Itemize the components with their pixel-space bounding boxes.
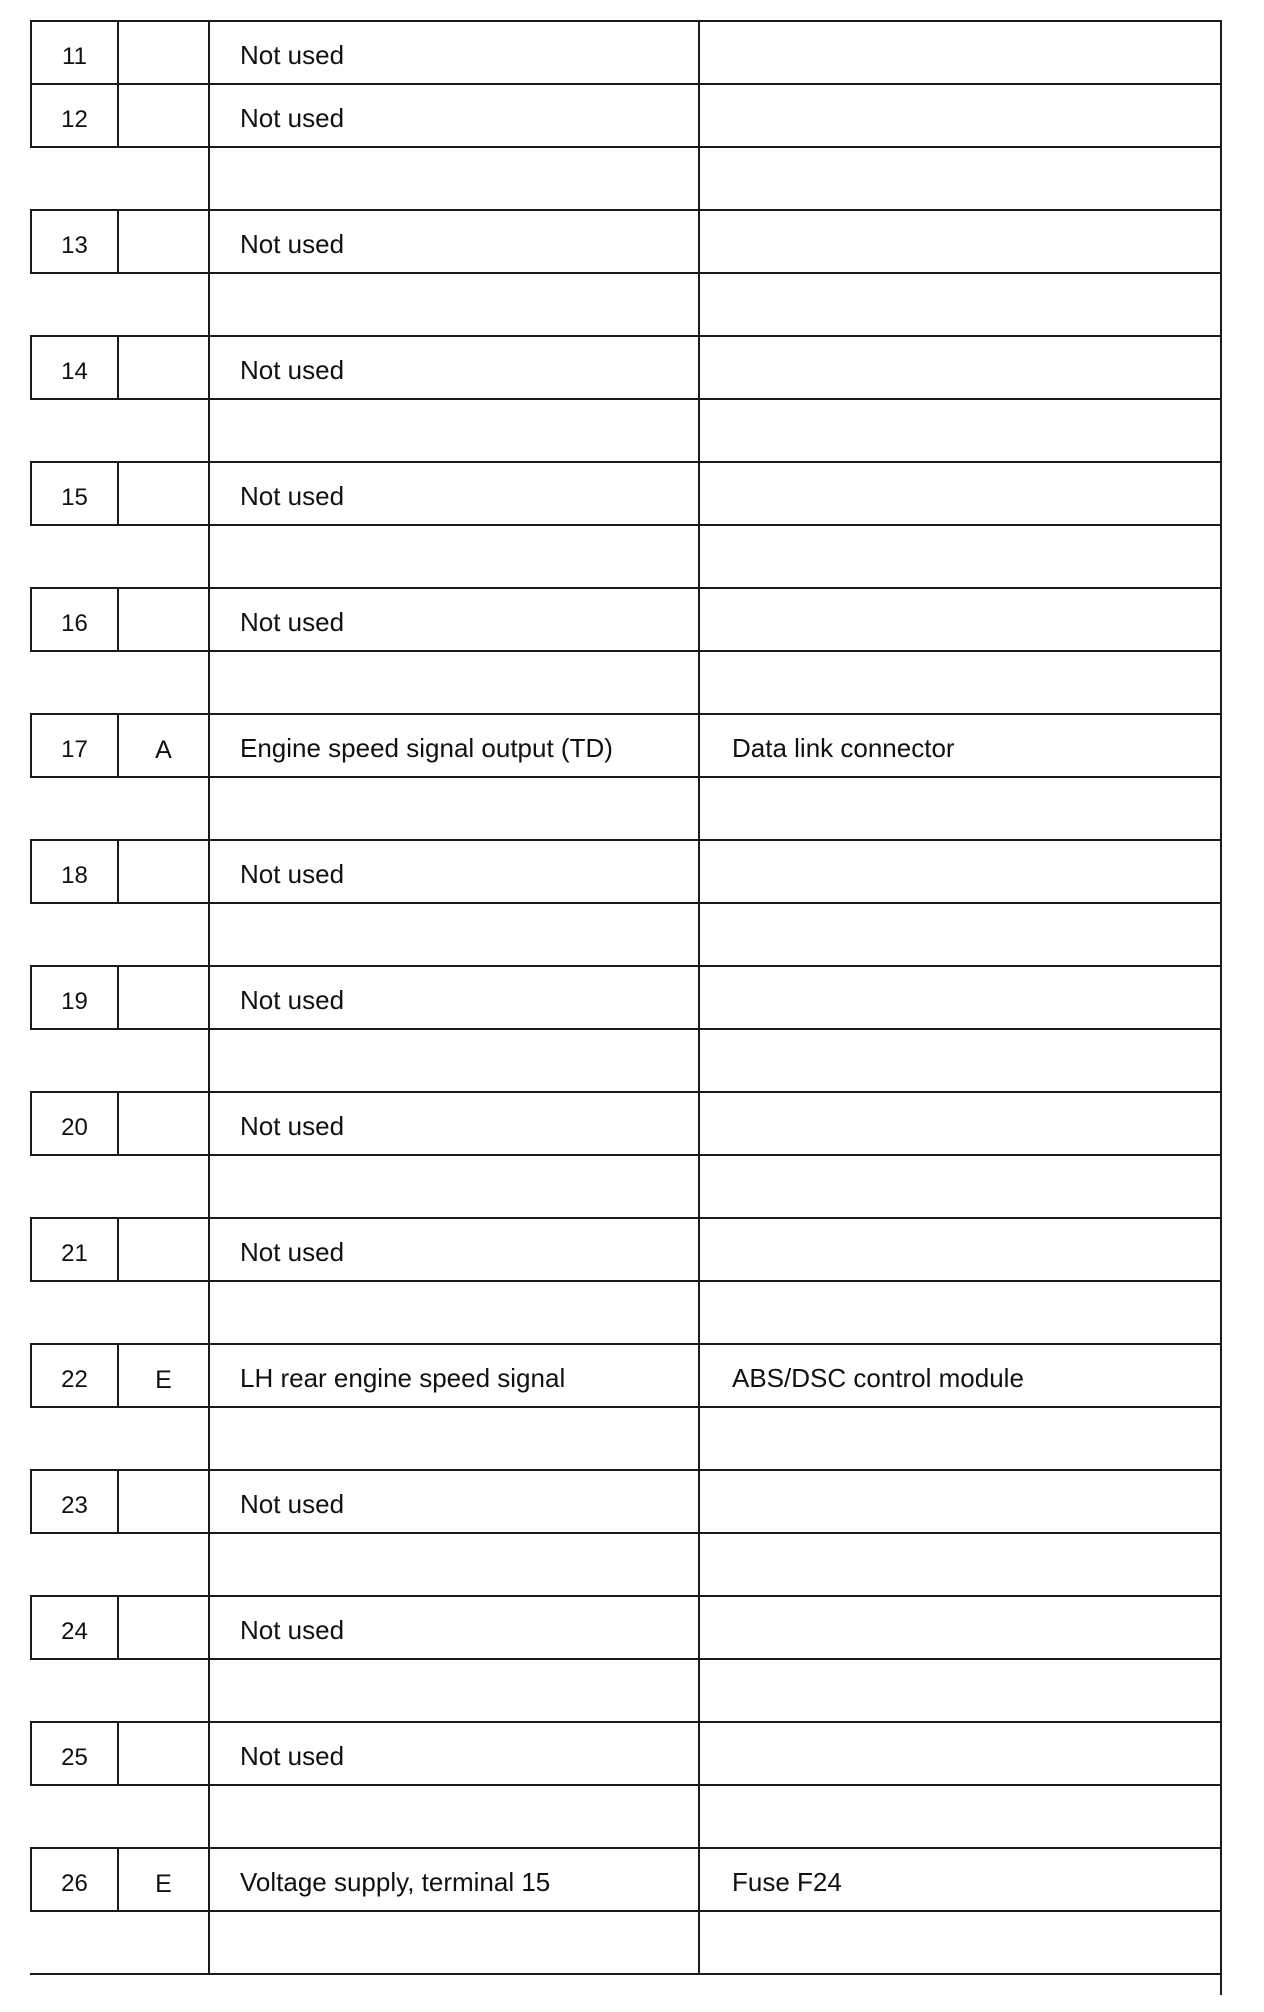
- pin-row: [30, 1093, 1220, 1156]
- spacer-conn: [698, 1282, 1220, 1343]
- spacer-conn: [698, 526, 1220, 587]
- pin-description: Not used: [208, 1723, 698, 1784]
- spacer-left: [30, 778, 208, 839]
- spacer-conn: [698, 1408, 1220, 1469]
- pin-connection: [698, 85, 1220, 146]
- pin-number: 13: [30, 211, 119, 272]
- spacer-desc: [208, 148, 698, 209]
- spacer-left: [30, 1282, 208, 1343]
- signal-type: [119, 337, 208, 398]
- spacer-conn: [698, 400, 1220, 461]
- pin-description: Not used: [208, 211, 698, 272]
- pin-description: Voltage supply, terminal 15: [208, 1849, 698, 1910]
- pin-description: Not used: [208, 1471, 698, 1532]
- pin-row: [30, 1219, 1220, 1282]
- pin-row: [30, 211, 1220, 274]
- pin-row: [30, 1471, 1220, 1534]
- signal-type: [119, 463, 208, 524]
- spacer-conn: [698, 1534, 1220, 1595]
- pin-row: [30, 841, 1220, 904]
- spacer-left: [30, 1660, 208, 1721]
- pin-description: Not used: [208, 85, 698, 146]
- spacer-desc: [208, 274, 698, 335]
- spacer-left: [30, 274, 208, 335]
- spacer-conn: [698, 1912, 1220, 1973]
- pin-description: Not used: [208, 463, 698, 524]
- pin-connection: [698, 1219, 1220, 1280]
- pin-number: 25: [30, 1723, 119, 1784]
- spacer-row: [30, 1408, 1220, 1471]
- pin-number: 22: [30, 1345, 119, 1406]
- pin-row: [30, 85, 1220, 148]
- spacer-row: [30, 1786, 1220, 1849]
- pin-description: Engine speed signal output (TD): [208, 715, 698, 776]
- spacer-left: [30, 652, 208, 713]
- spacer-row: [30, 652, 1220, 715]
- pin-row: [30, 337, 1220, 400]
- pin-connection: [698, 1723, 1220, 1784]
- spacer-desc: [208, 1030, 698, 1091]
- signal-type: [119, 1219, 208, 1280]
- pin-row: [30, 1597, 1220, 1660]
- spacer-left: [30, 1030, 208, 1091]
- spacer-row: [30, 1030, 1220, 1093]
- signal-type: [119, 841, 208, 902]
- spacer-desc: [208, 400, 698, 461]
- spacer-desc: [208, 778, 698, 839]
- signal-type: [119, 1723, 208, 1784]
- pin-number: 12: [30, 85, 119, 146]
- pin-description: LH rear engine speed signal: [208, 1345, 698, 1406]
- spacer-conn: [698, 1660, 1220, 1721]
- pin-description: Not used: [208, 337, 698, 398]
- signal-type: [119, 1597, 208, 1658]
- spacer-row: [30, 1660, 1220, 1723]
- signal-type: E: [155, 1366, 172, 1394]
- pin-row: [30, 1849, 1220, 1912]
- signal-type: E: [155, 1870, 172, 1898]
- pin-row: [30, 715, 1220, 778]
- spacer-desc: [208, 1660, 698, 1721]
- spacer-desc: [208, 1786, 698, 1847]
- pin-row: [30, 1345, 1220, 1408]
- pin-table: [30, 20, 1222, 1995]
- pin-description: Not used: [208, 589, 698, 650]
- pin-description: Not used: [208, 967, 698, 1028]
- spacer-row: [30, 526, 1220, 589]
- spacer-row: [30, 148, 1220, 211]
- spacer-left: [30, 1912, 208, 1973]
- signal-type: [119, 589, 208, 650]
- pin-description: Not used: [208, 841, 698, 902]
- pin-row: [30, 967, 1220, 1030]
- signal-type: [119, 211, 208, 272]
- spacer-desc: [208, 904, 698, 965]
- pin-connection: [698, 967, 1220, 1028]
- pin-number: 15: [30, 463, 119, 524]
- pin-row: [30, 22, 1220, 85]
- pin-connection: [698, 589, 1220, 650]
- signal-type: [119, 1471, 208, 1532]
- spacer-desc: [208, 1408, 698, 1469]
- pin-number: 26: [30, 1849, 119, 1910]
- spacer-row: [30, 1912, 1220, 1975]
- pin-connection: Data link connector: [698, 715, 1220, 776]
- spacer-left: [30, 1156, 208, 1217]
- spacer-desc: [208, 1912, 698, 1973]
- pin-description: Not used: [208, 22, 698, 83]
- pin-number: 24: [30, 1597, 119, 1658]
- spacer-conn: [698, 778, 1220, 839]
- pin-number: 20: [30, 1093, 119, 1154]
- pin-description: Not used: [208, 1219, 698, 1280]
- pin-description: Not used: [208, 1093, 698, 1154]
- spacer-left: [30, 1534, 208, 1595]
- signal-type: [119, 1093, 208, 1154]
- spacer-row: [30, 904, 1220, 967]
- spacer-desc: [208, 652, 698, 713]
- signal-type: [119, 85, 208, 146]
- pin-row: [30, 463, 1220, 526]
- pin-connection: [698, 1093, 1220, 1154]
- spacer-left: [30, 904, 208, 965]
- spacer-conn: [698, 1030, 1220, 1091]
- pin-number: 16: [30, 589, 119, 650]
- pin-number: 23: [30, 1471, 119, 1532]
- spacer-left: [30, 400, 208, 461]
- spacer-left: [30, 1408, 208, 1469]
- pin-number: 19: [30, 967, 119, 1028]
- spacer-row: [30, 1534, 1220, 1597]
- spacer-conn: [698, 274, 1220, 335]
- pin-connection: [698, 211, 1220, 272]
- spacer-conn: [698, 1786, 1220, 1847]
- spacer-conn: [698, 148, 1220, 209]
- spacer-desc: [208, 1282, 698, 1343]
- pin-connection: ABS/DSC control module: [698, 1345, 1220, 1406]
- pin-connection: [698, 841, 1220, 902]
- spacer-desc: [208, 526, 698, 587]
- spacer-conn: [698, 1156, 1220, 1217]
- signal-type: [119, 967, 208, 1028]
- signal-type: A: [155, 736, 172, 764]
- pin-number: 11: [30, 22, 119, 83]
- pin-number: 17: [30, 715, 119, 776]
- spacer-row: [30, 1282, 1220, 1345]
- spacer-left: [30, 148, 208, 209]
- pin-connection: [698, 1597, 1220, 1658]
- pin-connection: Fuse F24: [698, 1849, 1220, 1910]
- pin-row: [30, 589, 1220, 652]
- spacer-conn: [698, 652, 1220, 713]
- spacer-conn: [698, 904, 1220, 965]
- pin-connection: [698, 22, 1220, 83]
- pin-number: 21: [30, 1219, 119, 1280]
- pin-description: Not used: [208, 1597, 698, 1658]
- pin-connection: [698, 463, 1220, 524]
- signal-type: [119, 22, 208, 83]
- spacer-left: [30, 1786, 208, 1847]
- spacer-row: [30, 778, 1220, 841]
- spacer-left: [30, 526, 208, 587]
- spacer-row: [30, 274, 1220, 337]
- spacer-desc: [208, 1156, 698, 1217]
- pin-connection: [698, 337, 1220, 398]
- pin-number: 14: [30, 337, 119, 398]
- spacer-desc: [208, 1534, 698, 1595]
- spacer-row: [30, 400, 1220, 463]
- spacer-row: [30, 1156, 1220, 1219]
- pin-number: 18: [30, 841, 119, 902]
- pin-connection: [698, 1471, 1220, 1532]
- pin-row: [30, 1723, 1220, 1786]
